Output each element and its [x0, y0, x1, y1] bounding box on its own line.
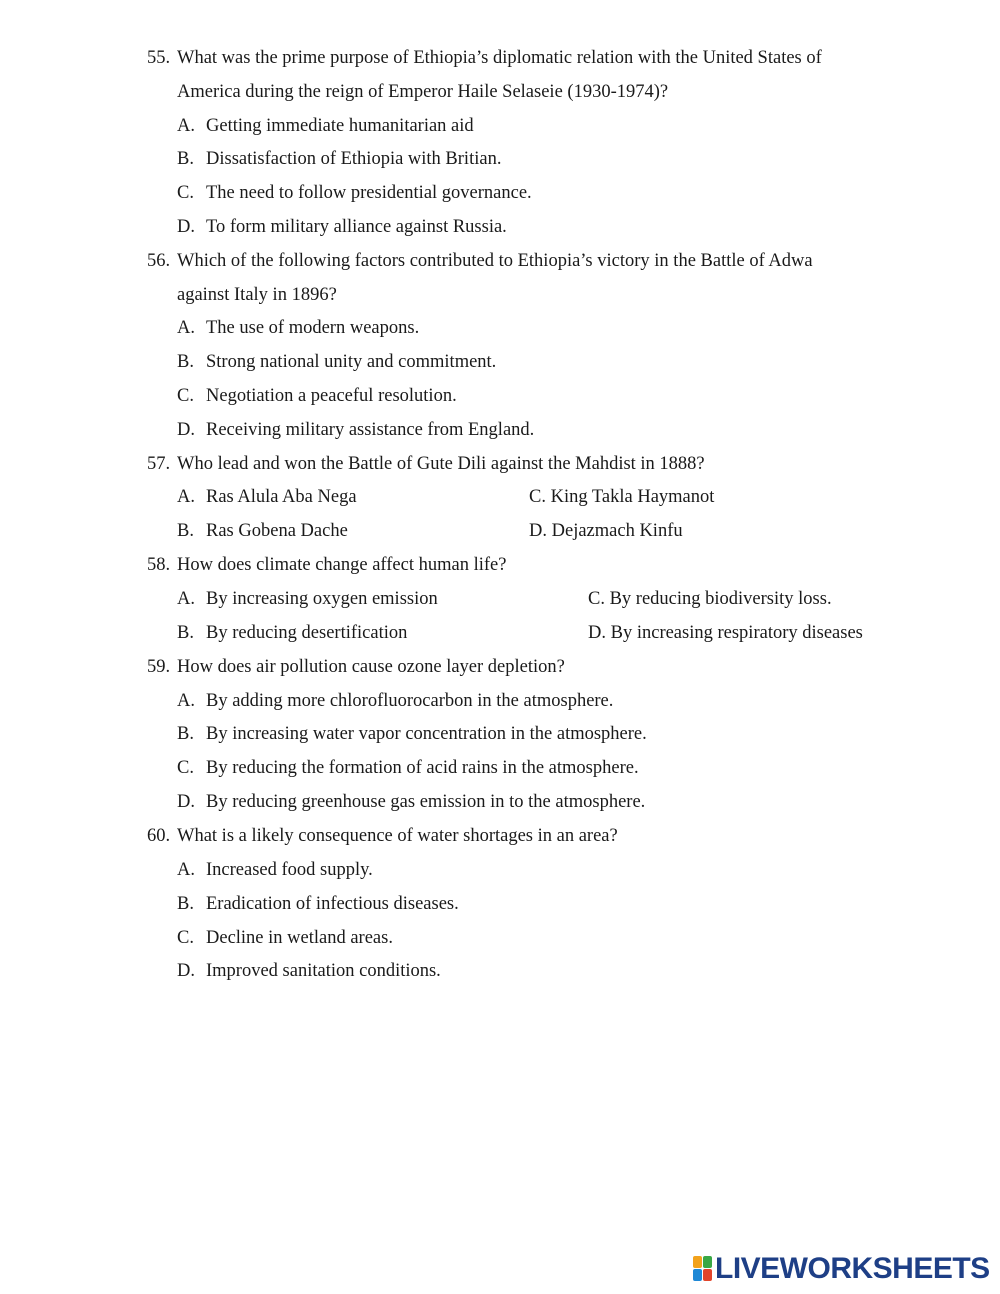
option-57-c[interactable] — [529, 485, 714, 509]
question-text: How does air pollution cause ozone layer depletion? — [177, 657, 565, 677]
option-text: Strong national unity and commitment. — [206, 352, 497, 372]
option-letter: A. — [177, 860, 195, 880]
option-letter: A. — [177, 589, 195, 609]
option-56-b[interactable] — [177, 350, 496, 374]
option-text: Eradication of infectious diseases. — [206, 894, 459, 914]
option-letter: A. — [177, 318, 195, 338]
liveworksheets-watermark — [693, 1252, 990, 1286]
option-text: By reducing biodiversity loss. — [609, 589, 832, 609]
option-57-a[interactable] — [177, 485, 357, 509]
option-text: Dissatisfaction of Ethiopia with Britian. — [206, 149, 502, 169]
option-letter: A. — [177, 691, 195, 711]
option-text: Decline in wetland areas. — [206, 928, 393, 948]
option-letter: D. — [177, 217, 195, 237]
option-letter: C. — [177, 758, 194, 778]
option-letter: C. — [529, 487, 546, 507]
option-text: Ras Alula Aba Nega — [206, 487, 357, 507]
option-text: By reducing desertification — [206, 623, 408, 643]
option-59-c[interactable] — [177, 756, 639, 780]
option-letter: B. — [177, 149, 194, 169]
liveworksheets-logo-icon — [693, 1256, 713, 1282]
option-55-a[interactable] — [177, 114, 474, 138]
option-letter: B. — [177, 352, 194, 372]
option-text: Improved sanitation conditions. — [206, 961, 441, 981]
option-text: By increasing oxygen emission — [206, 589, 438, 609]
option-55-c[interactable] — [177, 181, 532, 205]
option-57-b[interactable] — [177, 519, 348, 543]
option-text: To form military alliance against Russia. — [206, 217, 507, 237]
option-57-d[interactable] — [529, 519, 683, 543]
question-number: 55. — [147, 48, 171, 68]
option-letter: B. — [177, 724, 194, 744]
question-text: Which of the following factors contributed to Ethiopia’s victory in the Battle of Adwa — [177, 251, 813, 271]
option-text: Ras Gobena Dache — [206, 521, 348, 541]
question-number: 59. — [147, 657, 171, 677]
question-58-stem — [147, 553, 506, 577]
option-60-d[interactable] — [177, 959, 441, 983]
question-number: 56. — [147, 251, 171, 271]
option-59-a[interactable] — [177, 689, 613, 713]
option-letter: C. — [177, 928, 194, 948]
option-letter: C. — [177, 386, 194, 406]
question-number: 58. — [147, 555, 171, 575]
option-letter: C. — [177, 183, 194, 203]
question-number: 57. — [147, 454, 171, 474]
option-55-b[interactable] — [177, 147, 501, 171]
option-letter: D. — [177, 420, 195, 440]
option-56-d[interactable] — [177, 418, 534, 442]
option-60-a[interactable] — [177, 858, 373, 882]
question-59-stem — [147, 655, 565, 679]
option-text: Increased food supply. — [206, 860, 373, 880]
option-letter: A. — [177, 116, 195, 136]
option-letter: A. — [177, 487, 195, 507]
question-number: 60. — [147, 826, 171, 846]
question-60-stem — [147, 824, 618, 848]
option-58-a[interactable] — [177, 587, 438, 611]
option-59-d[interactable] — [177, 790, 645, 814]
question-text: How does climate change affect human life? — [177, 555, 507, 575]
question-text: What is a likely consequence of water shortages in an area? — [177, 826, 618, 846]
option-60-c[interactable] — [177, 926, 393, 950]
option-58-d[interactable] — [588, 621, 863, 645]
question-55-stem-continued: America during the reign of Emperor Haile Selaseie (1930-1974)? — [177, 82, 669, 102]
option-letter: D. — [529, 521, 547, 541]
option-letter: C. — [588, 589, 605, 609]
option-text: King Takla Haymanot — [550, 487, 715, 507]
option-text: Negotiation a peaceful resolution. — [206, 386, 457, 406]
option-letter: D. — [177, 792, 195, 812]
option-58-b[interactable] — [177, 621, 407, 645]
option-text: Dejazmach Kinfu — [551, 521, 683, 541]
option-58-c[interactable] — [588, 587, 832, 611]
option-text: By increasing water vapor concentration in the atmosphere. — [206, 724, 647, 744]
option-text: By increasing respiratory diseases — [610, 623, 863, 643]
option-text: The use of modern weapons. — [206, 318, 420, 338]
option-text: Getting immediate humanitarian aid — [206, 116, 474, 136]
question-56-stem — [147, 249, 813, 273]
question-text: Who lead and won the Battle of Gute Dili against the Mahdist in 1888? — [177, 454, 705, 474]
option-letter: D. — [177, 961, 195, 981]
question-text: What was the prime purpose of Ethiopia’s diplomatic relation with the United States of — [177, 48, 822, 68]
option-56-c[interactable] — [177, 384, 457, 408]
option-59-b[interactable] — [177, 722, 647, 746]
option-letter: B. — [177, 894, 194, 914]
option-text: By reducing greenhouse gas emission in to the atmosphere. — [206, 792, 646, 812]
option-60-b[interactable] — [177, 892, 459, 916]
option-letter: B. — [177, 623, 194, 643]
option-text: The need to follow presidential governance. — [206, 183, 532, 203]
option-letter: D. — [588, 623, 606, 643]
question-55-stem — [147, 46, 822, 70]
option-text: By adding more chlorofluorocarbon in the atmosphere. — [206, 691, 614, 711]
option-text: Receiving military assistance from England. — [206, 420, 535, 440]
option-55-d[interactable] — [177, 215, 507, 239]
option-text: By reducing the formation of acid rains in the atmosphere. — [206, 758, 639, 778]
question-56-stem-continued: against Italy in 1896? — [177, 285, 337, 305]
watermark-text: LIVEWORKSHEETS — [715, 1252, 990, 1285]
option-56-a[interactable] — [177, 316, 419, 340]
option-letter: B. — [177, 521, 194, 541]
question-57-stem — [147, 452, 705, 476]
